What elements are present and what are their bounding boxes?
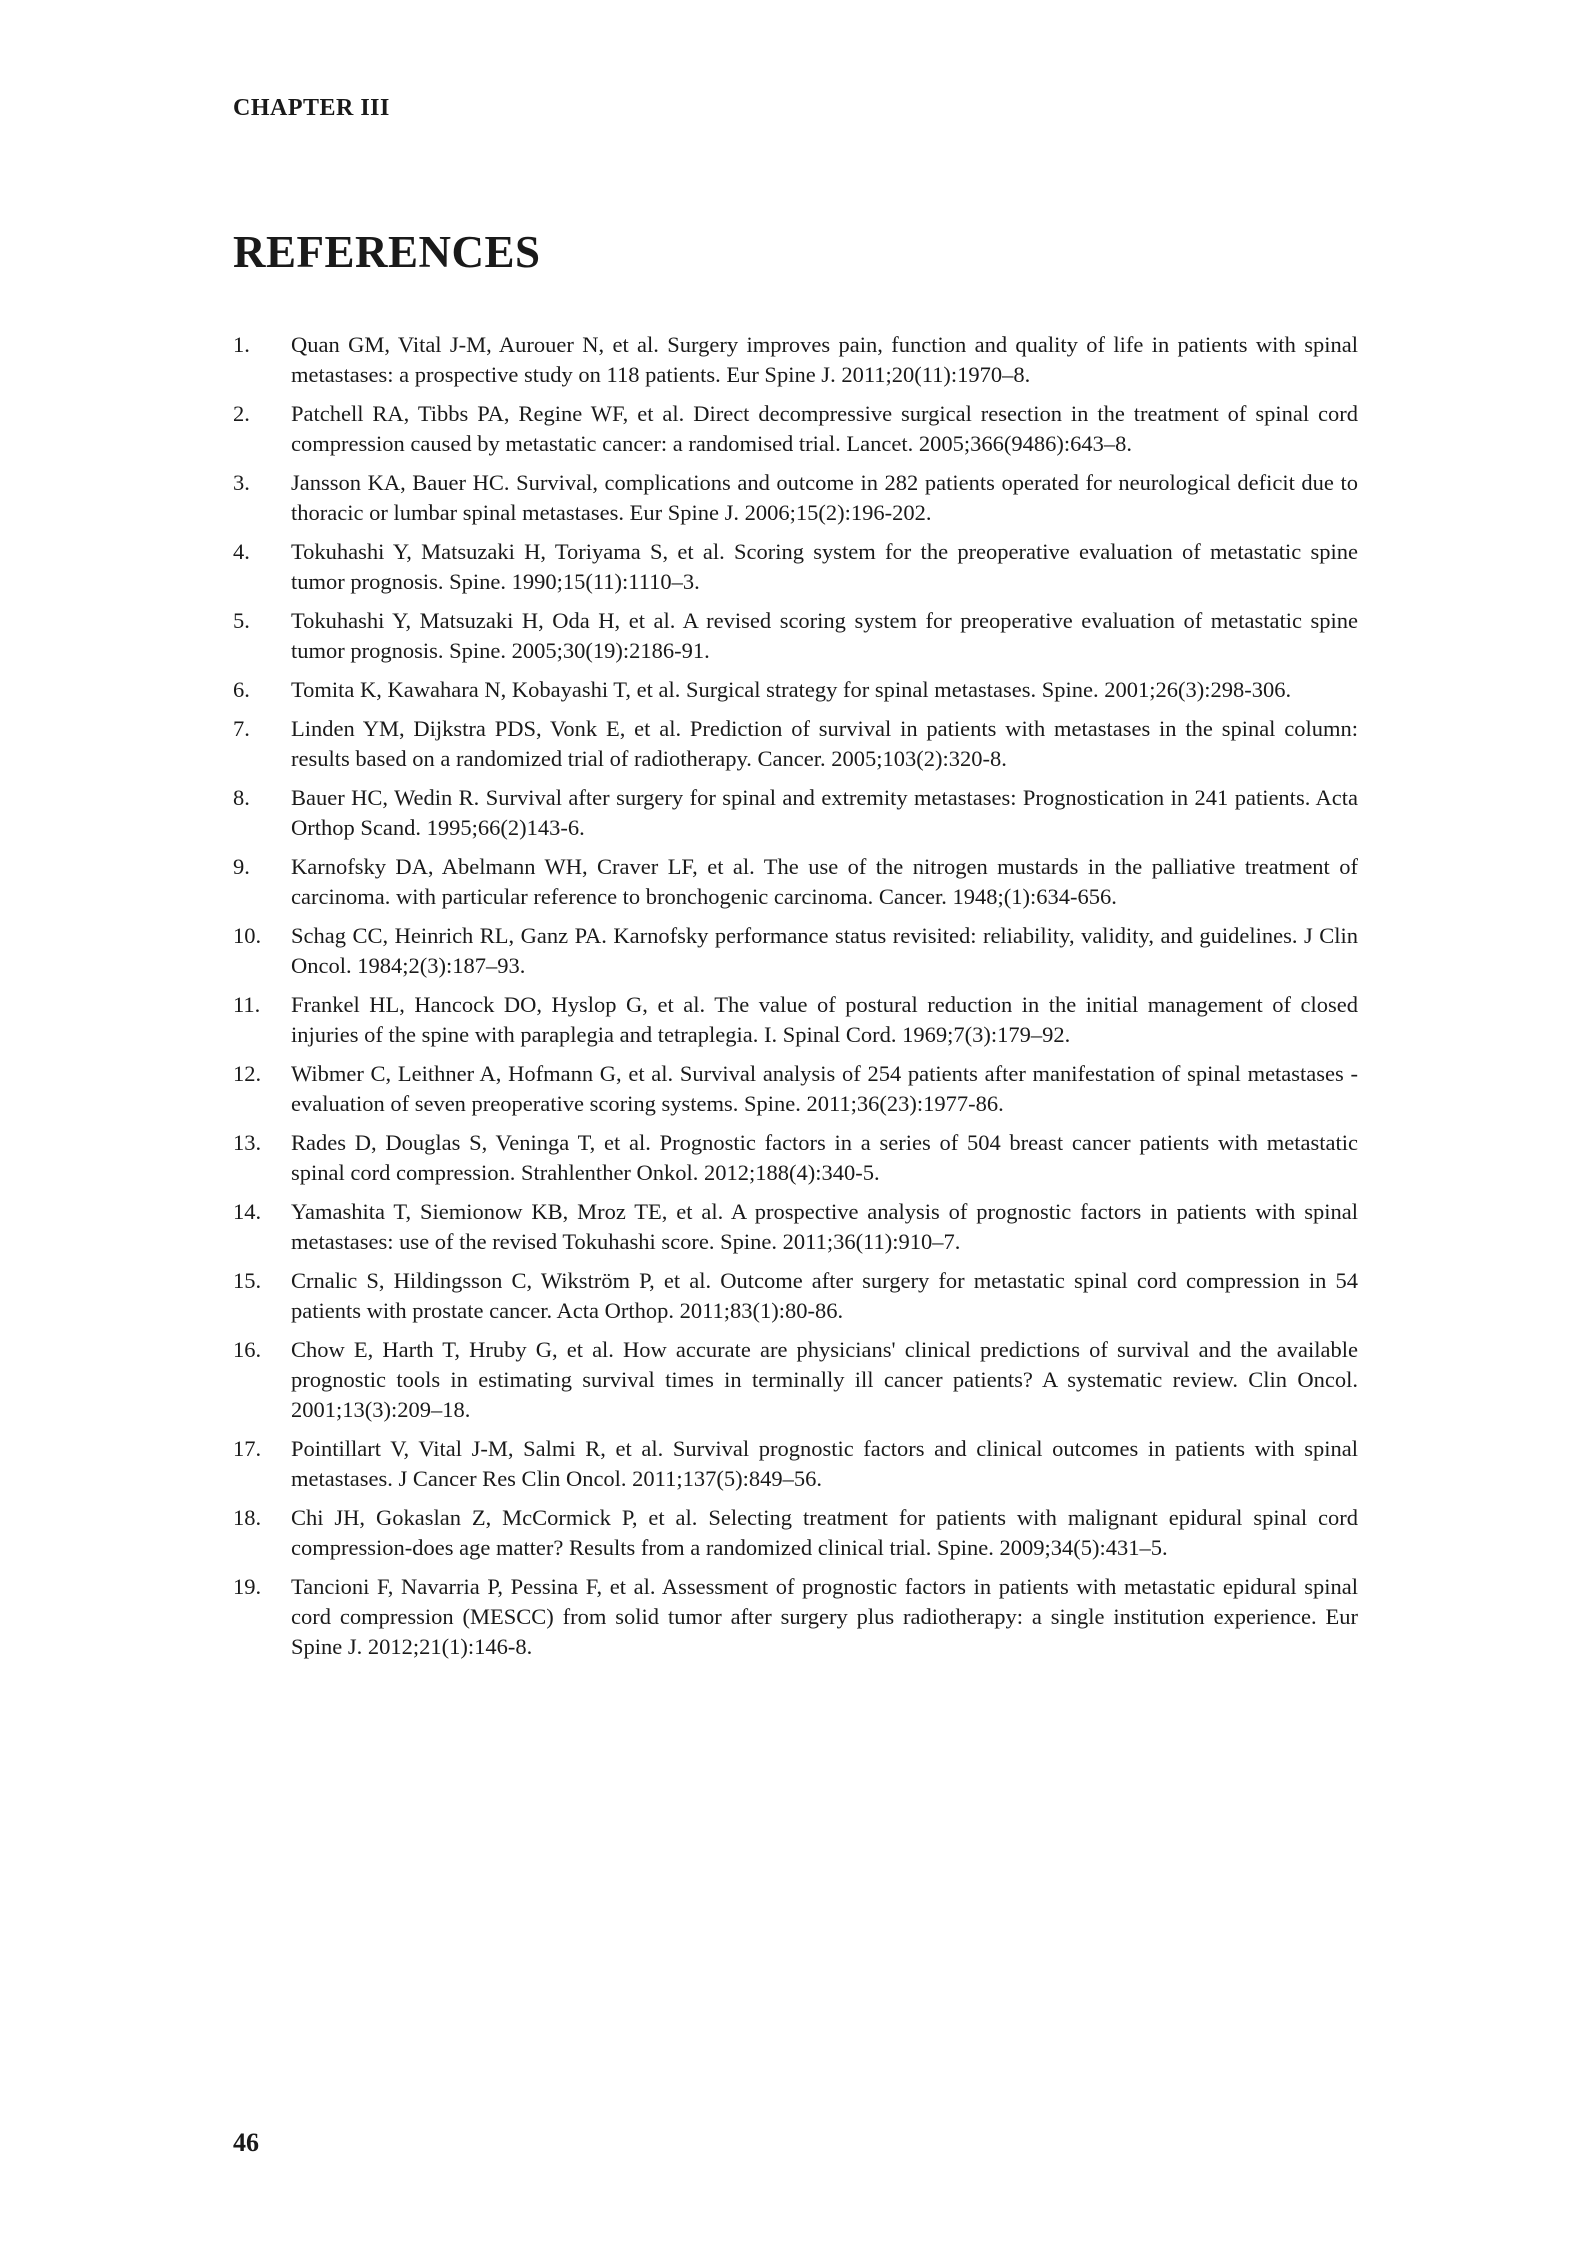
- reference-item: [233, 1128, 1358, 1188]
- reference-text: Chi JH, Gokaslan Z, McCormick P, et al. Selecting treatment for patients with malignant epidural spinal cord compression-does age matter? Results from a randomized clinical trial. Spine. 2009;34(5):431–5.: [291, 1505, 1358, 1560]
- section-heading: REFERENCES: [233, 227, 541, 277]
- reference-list: [233, 330, 1358, 1671]
- reference-number: 19.: [233, 1574, 262, 1599]
- reference-number: 6.: [233, 677, 250, 702]
- chapter-label: CHAPTER III: [233, 95, 390, 121]
- reference-number: 9.: [233, 854, 250, 879]
- reference-number: 16.: [233, 1337, 262, 1362]
- reference-item: [233, 1434, 1358, 1494]
- reference-number: 1.: [233, 332, 250, 357]
- reference-number: 8.: [233, 785, 250, 810]
- reference-item: [233, 606, 1358, 666]
- reference-number: 15.: [233, 1268, 262, 1293]
- reference-item: [233, 468, 1358, 528]
- reference-text: Pointillart V, Vital J-M, Salmi R, et al. Survival prognostic factors and clinical outcomes in patients with spinal metastases. J Cancer Res Clin Oncol. 2011;137(5):849–56.: [291, 1436, 1358, 1491]
- reference-item: [233, 714, 1358, 774]
- reference-item: [233, 921, 1358, 981]
- reference-item: [233, 1266, 1358, 1326]
- reference-number: 5.: [233, 608, 250, 633]
- reference-item: [233, 990, 1358, 1050]
- reference-text: Tomita K, Kawahara N, Kobayashi T, et al. Surgical strategy for spinal metastases. Spine. 2001;26(3):298-306.: [291, 677, 1292, 702]
- reference-text: Tokuhashi Y, Matsuzaki H, Oda H, et al. A revised scoring system for preoperative evaluation of metastatic spine tumor prognosis. Spine. 2005;30(19):2186-91.: [291, 608, 1358, 663]
- reference-item: [233, 852, 1358, 912]
- reference-number: 11.: [233, 992, 261, 1017]
- reference-text: Quan GM, Vital J-M, Aurouer N, et al. Surgery improves pain, function and quality of life in patients with spinal metastases: a prospective study on 118 patients. Eur Spine J. 2011;20(11):1970–8.: [291, 332, 1358, 387]
- reference-text: Yamashita T, Siemionow KB, Mroz TE, et al. A prospective analysis of prognostic factors in patients with spinal metastases: use of the revised Tokuhashi score. Spine. 2011;36(11):910–7.: [291, 1199, 1358, 1254]
- reference-item: [233, 1572, 1358, 1662]
- reference-text: Schag CC, Heinrich RL, Ganz PA. Karnofsky performance status revisited: reliability, validity, and guidelines. J Clin Oncol. 1984;2(3):187–93.: [291, 923, 1358, 978]
- reference-text: Karnofsky DA, Abelmann WH, Craver LF, et al. The use of the nitrogen mustards in the palliative treatment of carcinoma. with particular reference to bronchogenic carcinoma. Cancer. 1948;(1):634-656.: [291, 854, 1358, 909]
- reference-item: [233, 1335, 1358, 1425]
- reference-number: 4.: [233, 539, 250, 564]
- reference-text: Wibmer C, Leithner A, Hofmann G, et al. Survival analysis of 254 patients after manifestation of spinal metastases - evaluation of seven preoperative scoring systems. Spine. 2011;36(23):1977-86.: [291, 1061, 1358, 1116]
- reference-number: 18.: [233, 1505, 262, 1530]
- reference-item: [233, 1197, 1358, 1257]
- reference-item: [233, 783, 1358, 843]
- reference-text: Chow E, Harth T, Hruby G, et al. How accurate are physicians' clinical predictions of survival and the available prognostic tools in estimating survival times in terminally ill cancer patients? A systematic review. Clin Oncol. 2001;13(3):209–18.: [291, 1337, 1358, 1422]
- reference-item: [233, 1503, 1358, 1563]
- reference-item: [233, 537, 1358, 597]
- reference-text: Patchell RA, Tibbs PA, Regine WF, et al. Direct decompressive surgical resection in the treatment of spinal cord compression caused by metastatic cancer: a randomised trial. Lancet. 2005;366(9486):643–8.: [291, 401, 1358, 456]
- reference-item: [233, 675, 1358, 705]
- reference-number: 3.: [233, 470, 250, 495]
- reference-item: [233, 1059, 1358, 1119]
- reference-text: Frankel HL, Hancock DO, Hyslop G, et al. The value of postural reduction in the initial management of closed injuries of the spine with paraplegia and tetraplegia. I. Spinal Cord. 1969;7(3):179–92.: [291, 992, 1358, 1047]
- reference-text: Jansson KA, Bauer HC. Survival, complications and outcome in 282 patients operated for neurological deficit due to thoracic or lumbar spinal metastases. Eur Spine J. 2006;15(2):196-202.: [291, 470, 1358, 525]
- reference-text: Crnalic S, Hildingsson C, Wikström P, et al. Outcome after surgery for metastatic spinal cord compression in 54 patients with prostate cancer. Acta Orthop. 2011;83(1):80-86.: [291, 1268, 1358, 1323]
- reference-text: Bauer HC, Wedin R. Survival after surgery for spinal and extremity metastases: Prognostication in 241 patients. Acta Orthop Scand. 1995;66(2)143-6.: [291, 785, 1358, 840]
- reference-number: 2.: [233, 401, 250, 426]
- reference-number: 17.: [233, 1436, 262, 1461]
- reference-text: Linden YM, Dijkstra PDS, Vonk E, et al. Prediction of survival in patients with metastases in the spinal column: results based on a randomized trial of radiotherapy. Cancer. 2005;103(2):320-8.: [291, 716, 1358, 771]
- reference-text: Rades D, Douglas S, Veninga T, et al. Prognostic factors in a series of 504 breast cancer patients with metastatic spinal cord compression. Strahlenther Onkol. 2012;188(4):340-5.: [291, 1130, 1358, 1185]
- reference-text: Tokuhashi Y, Matsuzaki H, Toriyama S, et al. Scoring system for the preoperative evaluation of metastatic spine tumor prognosis. Spine. 1990;15(11):1110–3.: [291, 539, 1358, 594]
- reference-number: 14.: [233, 1199, 262, 1224]
- reference-item: [233, 330, 1358, 390]
- reference-number: 7.: [233, 716, 250, 741]
- reference-number: 12.: [233, 1061, 262, 1086]
- page-number: 46: [233, 2128, 259, 2157]
- reference-text: Tancioni F, Navarria P, Pessina F, et al. Assessment of prognostic factors in patients with metastatic epidural spinal cord compression (MESCC) from solid tumor after surgery plus radiotherapy: a single institution experience. Eur Spine J. 2012;21(1):146-8.: [291, 1574, 1358, 1659]
- reference-number: 10.: [233, 923, 262, 948]
- reference-item: [233, 399, 1358, 459]
- reference-number: 13.: [233, 1130, 262, 1155]
